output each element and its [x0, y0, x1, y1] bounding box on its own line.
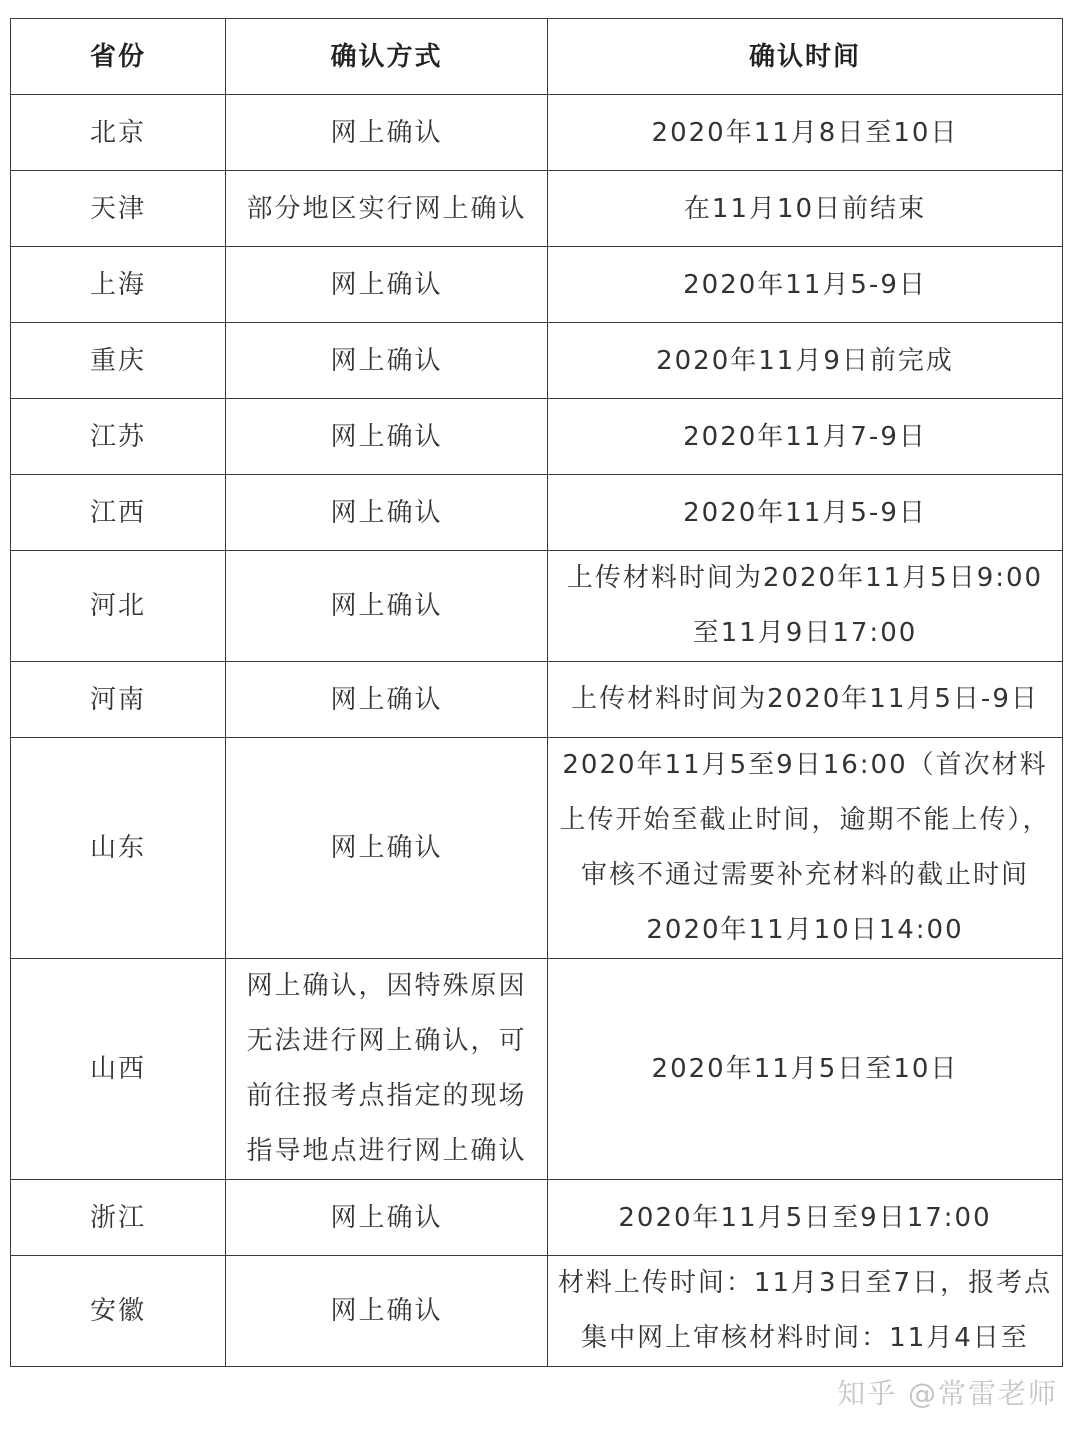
method-cell: 部分地区实行网上确认 — [226, 171, 548, 247]
method-cell: 网上确认，因特殊原因无法进行网上确认，可前往报考点指定的现场指导地点进行网上确认 — [226, 959, 548, 1180]
method-cell: 网上确认 — [226, 738, 548, 959]
method-cell: 网上确认 — [226, 551, 548, 662]
province-cell: 上海 — [11, 247, 226, 323]
table-row — [11, 247, 1063, 323]
table-row — [11, 171, 1063, 247]
table-row — [11, 1180, 1063, 1256]
province-cell: 浙江 — [11, 1180, 226, 1256]
table-row — [11, 323, 1063, 399]
province-cell: 天津 — [11, 171, 226, 247]
method-cell: 网上确认 — [226, 1180, 548, 1256]
header-time: 确认时间 — [548, 19, 1063, 95]
table-row — [11, 738, 1063, 959]
method-cell: 网上确认 — [226, 1256, 548, 1367]
table-row — [11, 662, 1063, 738]
province-cell: 安徽 — [11, 1256, 226, 1367]
province-cell: 山东 — [11, 738, 226, 959]
province-cell: 北京 — [11, 95, 226, 171]
table-row — [11, 475, 1063, 551]
province-cell: 江西 — [11, 475, 226, 551]
method-cell: 网上确认 — [226, 399, 548, 475]
method-cell: 网上确认 — [226, 247, 548, 323]
confirmation-schedule-table — [10, 18, 1063, 1367]
time-cell: 材料上传时间：11月3日至7日，报考点集中网上审核材料时间：11月4日至 — [548, 1256, 1063, 1367]
table-row — [11, 95, 1063, 171]
watermark: 知乎 @常雷老师 — [837, 1377, 1058, 1410]
time-cell: 2020年11月5日至10日 — [548, 959, 1063, 1180]
time-cell: 上传材料时间为2020年11月5日-9日 — [548, 662, 1063, 738]
province-cell: 山西 — [11, 959, 226, 1180]
method-cell: 网上确认 — [226, 662, 548, 738]
time-cell: 2020年11月8日至10日 — [548, 95, 1063, 171]
header-province: 省份 — [11, 19, 226, 95]
time-cell: 2020年11月5日至9日17:00 — [548, 1180, 1063, 1256]
method-cell: 网上确认 — [226, 475, 548, 551]
table-row — [11, 1256, 1063, 1367]
time-cell: 上传材料时间为2020年11月5日9:00至11月9日17:00 — [548, 551, 1063, 662]
time-cell: 2020年11月9日前完成 — [548, 323, 1063, 399]
header-row — [11, 19, 1063, 95]
method-cell: 网上确认 — [226, 95, 548, 171]
table-row — [11, 551, 1063, 662]
table-row — [11, 399, 1063, 475]
time-cell: 2020年11月5-9日 — [548, 247, 1063, 323]
header-method: 确认方式 — [226, 19, 548, 95]
province-cell: 河北 — [11, 551, 226, 662]
time-cell: 2020年11月7-9日 — [548, 399, 1063, 475]
time-cell: 2020年11月5-9日 — [548, 475, 1063, 551]
province-cell: 重庆 — [11, 323, 226, 399]
time-cell: 在11月10日前结束 — [548, 171, 1063, 247]
time-cell: 2020年11月5至9日16:00（首次材料上传开始至截止时间，逾期不能上传），审核不通过需要补充材料的截止时间2020年11月10日14:00 — [548, 738, 1063, 959]
table-row — [11, 959, 1063, 1180]
province-cell: 河南 — [11, 662, 226, 738]
province-cell: 江苏 — [11, 399, 226, 475]
method-cell: 网上确认 — [226, 323, 548, 399]
